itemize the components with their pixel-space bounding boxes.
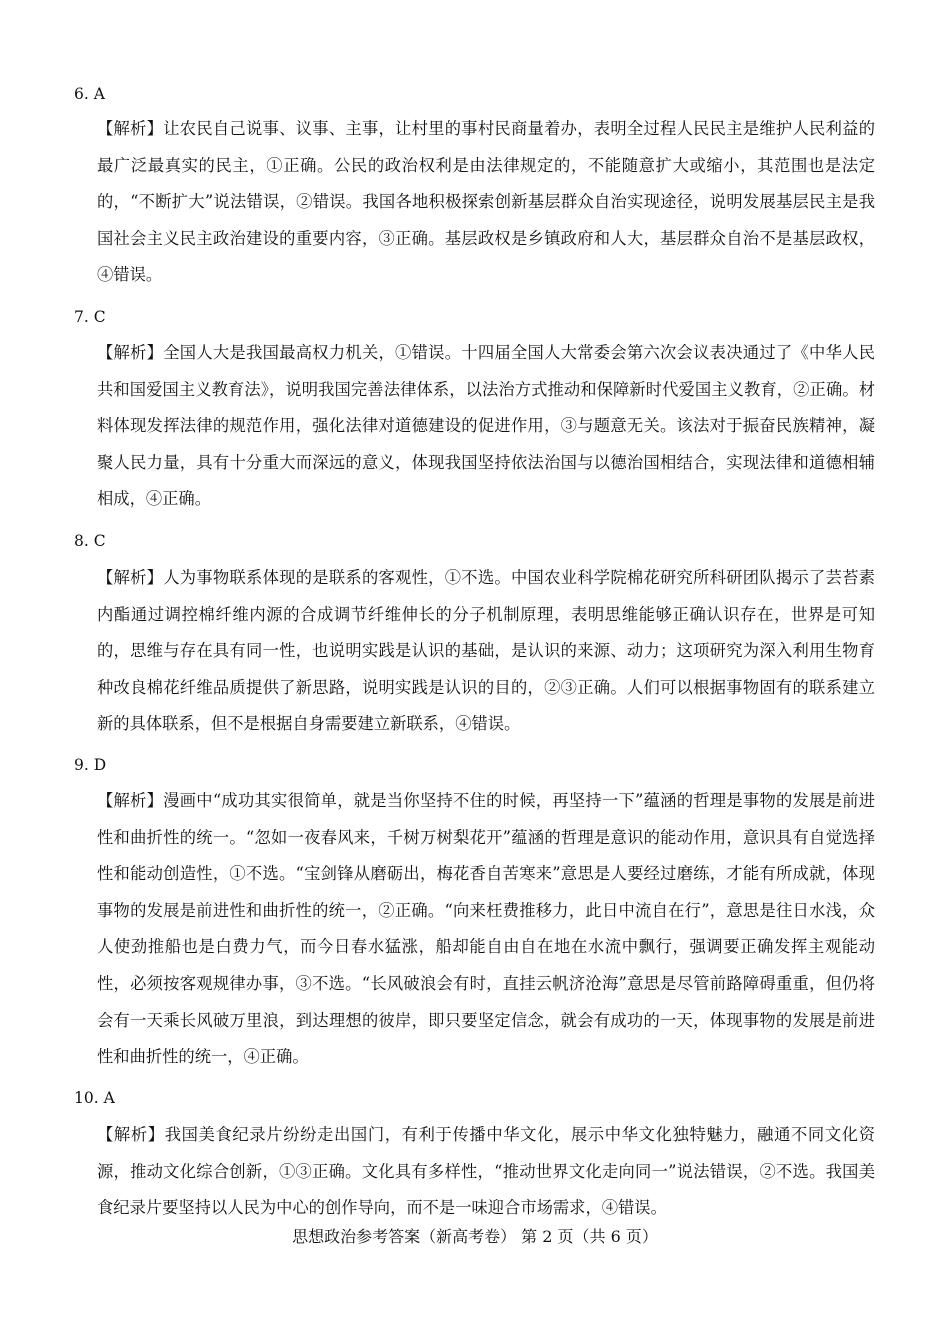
question-8-number: 8. C xyxy=(74,532,106,550)
question-10-number: 10. A xyxy=(74,1089,115,1107)
question-9-number: 9. D xyxy=(74,756,107,774)
question-7-analysis: 【解析】全国人大是我国最高权力机关，①错误。十四届全国人大常委会第六次会议表决通过了《中华人民共和国爱国主义教育法》，说明我国完善法律体系，以法治方式推动和保障新时代爱国主义教育，②正确。材料体现发挥法律的规范作用，强化法律对道德建设的促进作用，③与题意无关。该法对于振奋民族精神，凝聚人民力量，具有十分重大而深远的意义，体现我国坚持依法治国与以德治国相结合，实现法律和道德相辅相成，④正确。 xyxy=(97,343,875,509)
question-6-number: 6. A xyxy=(74,85,105,103)
question-7-number: 7. C xyxy=(74,308,106,326)
question-6-analysis: 【解析】让农民自己说事、议事、主事，让村里的事村民商量着办，表明全过程人民民主是维护人民利益的最广泛最真实的民主，①正确。公民的政治权利是由法律规定的，不能随意扩大或缩小，其范围也是法定的，“不断扩大”说法错误，②错误。我国各地积极探索创新基层群众自治实现途径，说明发展基层民主是我国社会主义民主政治建设的重要内容，③正确。基层政权是乡镇政府和人大，基层群众自治不是基层政权，④错误。 xyxy=(97,119,875,285)
page-footer: 思想政治参考答案（新高考卷） 第 2 页（共 6 页） xyxy=(292,1227,658,1246)
question-10-analysis: 【解析】我国美食纪录片纷纷走出国门，有利于传播中华文化，展示中华文化独特魅力，融通不同文化资源，推动文化综合创新，①③正确。文化具有多样性，“推动世界文化走向同一”说法错误，②不选。我国美食纪录片要坚持以人民为中心的创作导向，而不是一味迎合市场需求，④错误。 xyxy=(97,1125,875,1218)
question-8-analysis: 【解析】人为事物联系体现的是联系的客观性，①不选。中国农业科学院棉花研究所科研团队揭示了芸苔素内酯通过调控棉纤维内源的合成调节纤维伸长的分子机制原理，表明思维能够正确认识存在，世界是可知的，思维与存在具有同一性，也说明实践是认识的基础，是认识的来源、动力；这项研究为深入利用生物育种改良棉花纤维品质提供了新思路，说明实践是认识的目的，②③正确。人们可以根据事物固有的联系建立新的具体联系，但不是根据自身需要建立新联系，④错误。 xyxy=(97,568,875,734)
question-9-analysis: 【解析】漫画中“成功其实很简单，就是当你坚持不住的时候，再坚持一下”蕴涵的哲理是事物的发展是前进性和曲折性的统一。“忽如一夜春风来，千树万树梨花开”蕴涵的哲理是意识的能动作用，意识具有自觉选择性和能动创造性，①不选。“宝剑锋从磨砺出，梅花香自苦寒来”意思是人要经过磨练，才能有所成就，体现事物的发展是前进性和曲折性的统一，②正确。“向来枉费推移力，此日中流自在行”，意思是往日水浅，众人使劲推船也是白费力气，而今日春水猛涨，船却能自由自在地在水流中飘行，强调要正确发挥主观能动性，必须按客观规律办事，③不选。“长风破浪会有时，直挂云帆济沧海”意思是尽管前路障碍重重，但仍将会有一天乘长风破万里浪，到达理想的彼岸，即只要坚定信念，就会有成功的一天，体现事物的发展是前进性和曲折性的统一，④正确。 xyxy=(97,791,875,1067)
